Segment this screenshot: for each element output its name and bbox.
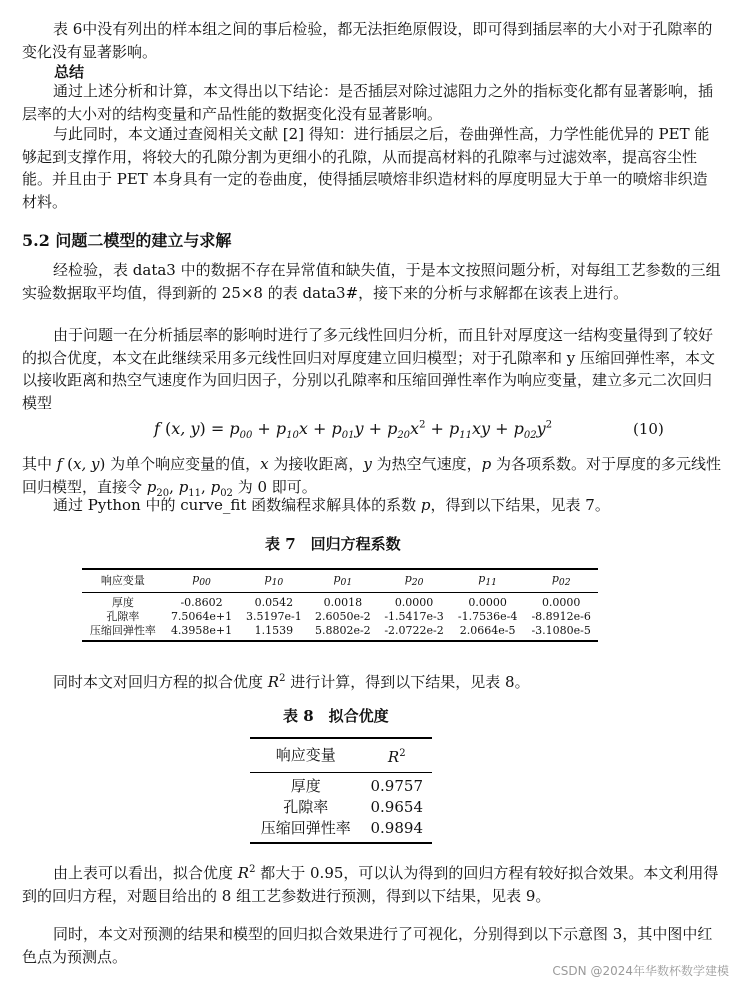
table-cell: 0.0000 [541,596,581,609]
paragraph-conclusion: 通过上述分析和计算，本文得出以下结论：是否插层对除过滤阻力之外的指标变化都有显著影响，插层率的大小对的结构变量和产品性能的数据变化没有显著影响。 [22,82,714,123]
regression-formula: f (x, $y) = p_{00} + p_{10}x + p_{01}y + p_{20}x^2 + p_{11}xy + p_{02}y^2$ [154,419,553,442]
table7-caption: 表 7 回归方程系数 [265,535,401,553]
section-title: 5.2 问题二模型的建立与求解 [22,231,232,250]
table-cell: 0.0000 [394,596,434,609]
paragraph-curve-fit: 通过 Python 中的 curve_fit 函数编程求解具体的系数 p，得到以下结果，见表 7。 [53,496,610,514]
r2-table [250,737,432,844]
table-cell: 厚度 [111,596,134,609]
table-cell: 2.6050e-2 [314,610,371,623]
table-cell: -2.0722e-2 [377,624,451,641]
paragraph-literature: 与此同时，本文通过查阅相关文献 [2] 得知：进行插层之后，卷曲弹性高，力学性能优异的 PET 能够起到支撑作用，将较大的孔隙分割为更细小的孔隙，从而提高材料的孔隙率与过滤效率，提高容尘性能。并且由于 PET 本身具有一定的卷曲度，使得插层喷熔非织造材料的厚度明显大于单一的喷熔非织造材料。 [22,125,710,211]
table7-header: $p_{11}$ [451,569,525,593]
table-cell: -1.7536e-4 [457,610,518,623]
paragraph-r2-intro: 同时本文对回归方程的拟合优度 $R^2$ 进行计算，得到以下结果，见表 8。 [53,673,530,691]
table7-header: $p_{02}$ [524,569,598,593]
table8-caption: 表 8 拟合优度 [283,707,389,725]
table-cell: 4.3958e+1 [164,624,240,641]
paragraph-model-choice: 由于问题一在分析插层率的影响时进行了多元线性回归分析，而且针对厚度这一结构变量得到了较好的拟合优度，本文在此继续采用多元线性回归对厚度建立回归模型；对于孔隙率和 y 压缩回弹性率，本文以接收距离和热空气速度作为回归因子，分别以孔隙率和压缩回弹性率作为响应变量，建立多元二次回归模型 [22,326,716,412]
table-cell: 5.8802e-2 [308,624,377,641]
table-row [250,797,432,818]
table-cell: 0.0000 [468,596,507,609]
table7-header: $p_{10}$ [239,569,308,593]
table-cell: 压缩回弹性率 [82,624,164,641]
table7-header: $p_{01}$ [308,569,377,593]
table8-header: 响应变量 [250,738,362,773]
paragraph-r2-conclusion: 由上表可以看出，拟合优度 $R^2$ 都大于 0.95，可以认为得到的回归方程有较好拟合效果。本文利用得到的回归方程，对题目给出的 8 组工艺参数进行预测，得到以下结果，见表 9。 [22,864,719,905]
table-cell: 7.5064e+1 [170,610,233,623]
watermark: CSDN @2024年华数杯数学建模 [552,964,729,978]
table-row [250,818,432,843]
table-cell: 2.0664e-5 [451,624,525,641]
table-cell: 0.0542 [254,596,294,609]
equation-number: (10) [633,420,664,438]
table-cell: 厚度 [290,777,321,795]
table-cell: -8.8912e-6 [531,610,591,623]
paragraph-data-check: 经检验，表 data3 中的数据不存在异常值和缺失值，于是本文按照问题分析，对每组工艺参数的三组实验数据取平均值，得到新的 25×8 的表 data3#，接下来的分析与求解都在该表上进行。 [22,261,721,302]
table-cell: 0.9894 [362,818,433,843]
paragraph-visualization: 同时，本文对预测的结果和模型的回归拟合效果进行了可视化，分别得到以下示意图 3，其中图中红色点为预测点。 [22,925,713,966]
summary-heading: 总结 [54,63,85,81]
table-cell: 孔隙率 [106,610,140,623]
table-row [82,624,598,641]
table-cell: 压缩回弹性率 [250,818,362,843]
table7-header: 响应变量 [82,569,164,593]
table-row [82,593,598,611]
table-row [250,773,432,798]
table-cell: 1.1539 [239,624,308,641]
table-cell: 0.9654 [370,798,423,816]
table-cell: 孔隙率 [283,798,329,816]
table-cell: -0.8602 [180,596,223,609]
table-cell: -1.5417e-3 [384,610,444,623]
table-cell: 3.5197e-1 [246,610,302,623]
paragraph-posthoc: 表 6中没有列出的样本组之间的事后检验，都无法拒绝原假设，即可得到插层率的大小对于孔隙率的变化没有显著影响。 [22,20,713,61]
table-row [82,610,598,624]
table-cell: 0.9757 [370,777,423,795]
table7-header: $p_{20}$ [377,569,451,593]
paragraph-variable-definitions: 其中 f (x, y) 为单个响应变量的值，x 为接收距离，y 为热空气速度，p 为各项系数。对于厚度的多元线性回归模型，直接令 $p_{20}$, $p_{11}$, $p_{02}$ 为 0 即可。 [22,455,722,499]
table7-header: $p_{00}$ [164,569,240,593]
coefficients-table [82,568,598,642]
table8-header: $R^2$ [362,738,433,773]
table-cell: 0.0018 [323,596,363,609]
table-cell: -3.1080e-5 [524,624,598,641]
